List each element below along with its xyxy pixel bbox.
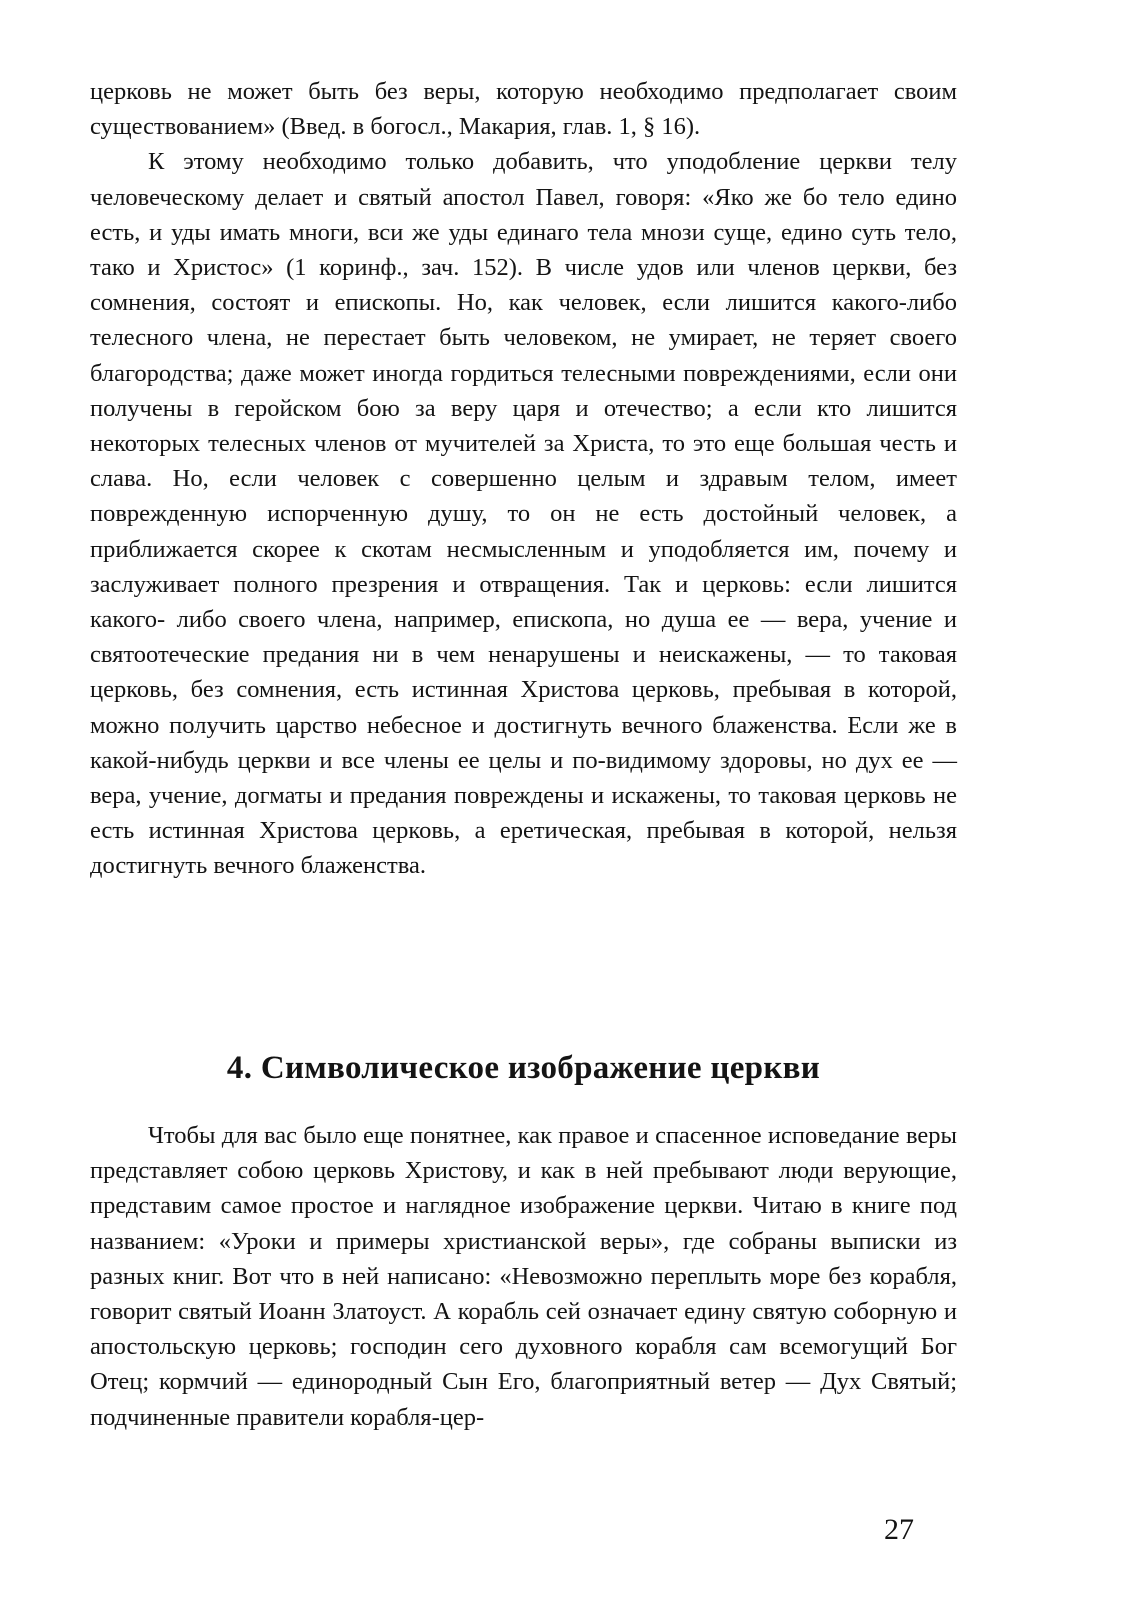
text-block-bottom <box>90 1118 957 1435</box>
paragraph-symbolic-image: Чтобы для вас было еще понятнее, как правое и спасенное исповедание веры представляет собою церковь Христову, и как в ней пребывают люди верующие, представим самое простое и наглядное изображение церкви. Читаю в книге под названием: «Уроки и примеры христианской веры», где собраны выписки из разных книг. Вот что в ней написано: «Невозможно переплыть море без корабля, говорит святый Иоанн Златоуст. А корабль сей означает едину святую соборную и апостольскую церковь; господин сего духовного корабля сам всемогущий Бог Отец; кормчий — единородный Сын Его, благоприятный ветер — Дух Святый; подчиненные правители корабля-цер- <box>90 1122 957 1431</box>
paragraph-continuation: церковь не может быть без веры, которую необходимо предполагает своим существованием» (Введ. в богосл., Макария, глав. 1, § 16). <box>90 78 957 141</box>
page-number: 27 <box>884 1513 914 1546</box>
section-heading: 4. Символическое изображение церкви <box>226 1050 821 1086</box>
paragraph-apostle-paul: К этому необходимо только добавить, что уподобление церкви телу человеческому делает и святый апостол Павел, говоря: «Яко же бо тело едино есть, и уды имать многи, вси же уды единаго тела мнози суще, едино суть тело, тако и Христос» (1 коринф., зач. 152). В числе удов или членов церкви, без сомнения, состоят и епископы. Но, как человек, если лишится какого-либо телесного члена, не перестает быть человеком, не умирает, не теряет своего благородства; даже может иногда гордиться телесными повреждениями, если они получены в геройском бою за веру царя и отечество; а если кто лишится некоторых телесных членов от мучителей за Христа, то это еще большая честь и слава. Но, если человек с совершенно целым и здравым телом, имеет поврежденную испорченную душу, то он не есть достойный человек, а приближается скорее к скотам несмысленным и уподобляется им, почему и заслуживает полного презрения и отвращения. Так и церковь: если лишится какого- либо своего члена, например, епископа, но душа ее — вера, учение и святоотеческие предания ни в чем ненарушены и неискажены, — то таковая церковь, без сомнения, есть истинная Христова церковь, пребывая в которой, можно получить царство небесное и достигнуть вечного блаженства. Если же в какой-нибудь церкви и все члены ее целы и по-видимому здоровы, но дух ее — вера, учение, догматы и предания повреждены и искажены, то таковая церковь не есть истинная Христова церковь, а еретическая, пребывая в которой, нельзя достигнуть вечного блаженства. <box>90 148 957 880</box>
text-block-top <box>90 74 957 884</box>
